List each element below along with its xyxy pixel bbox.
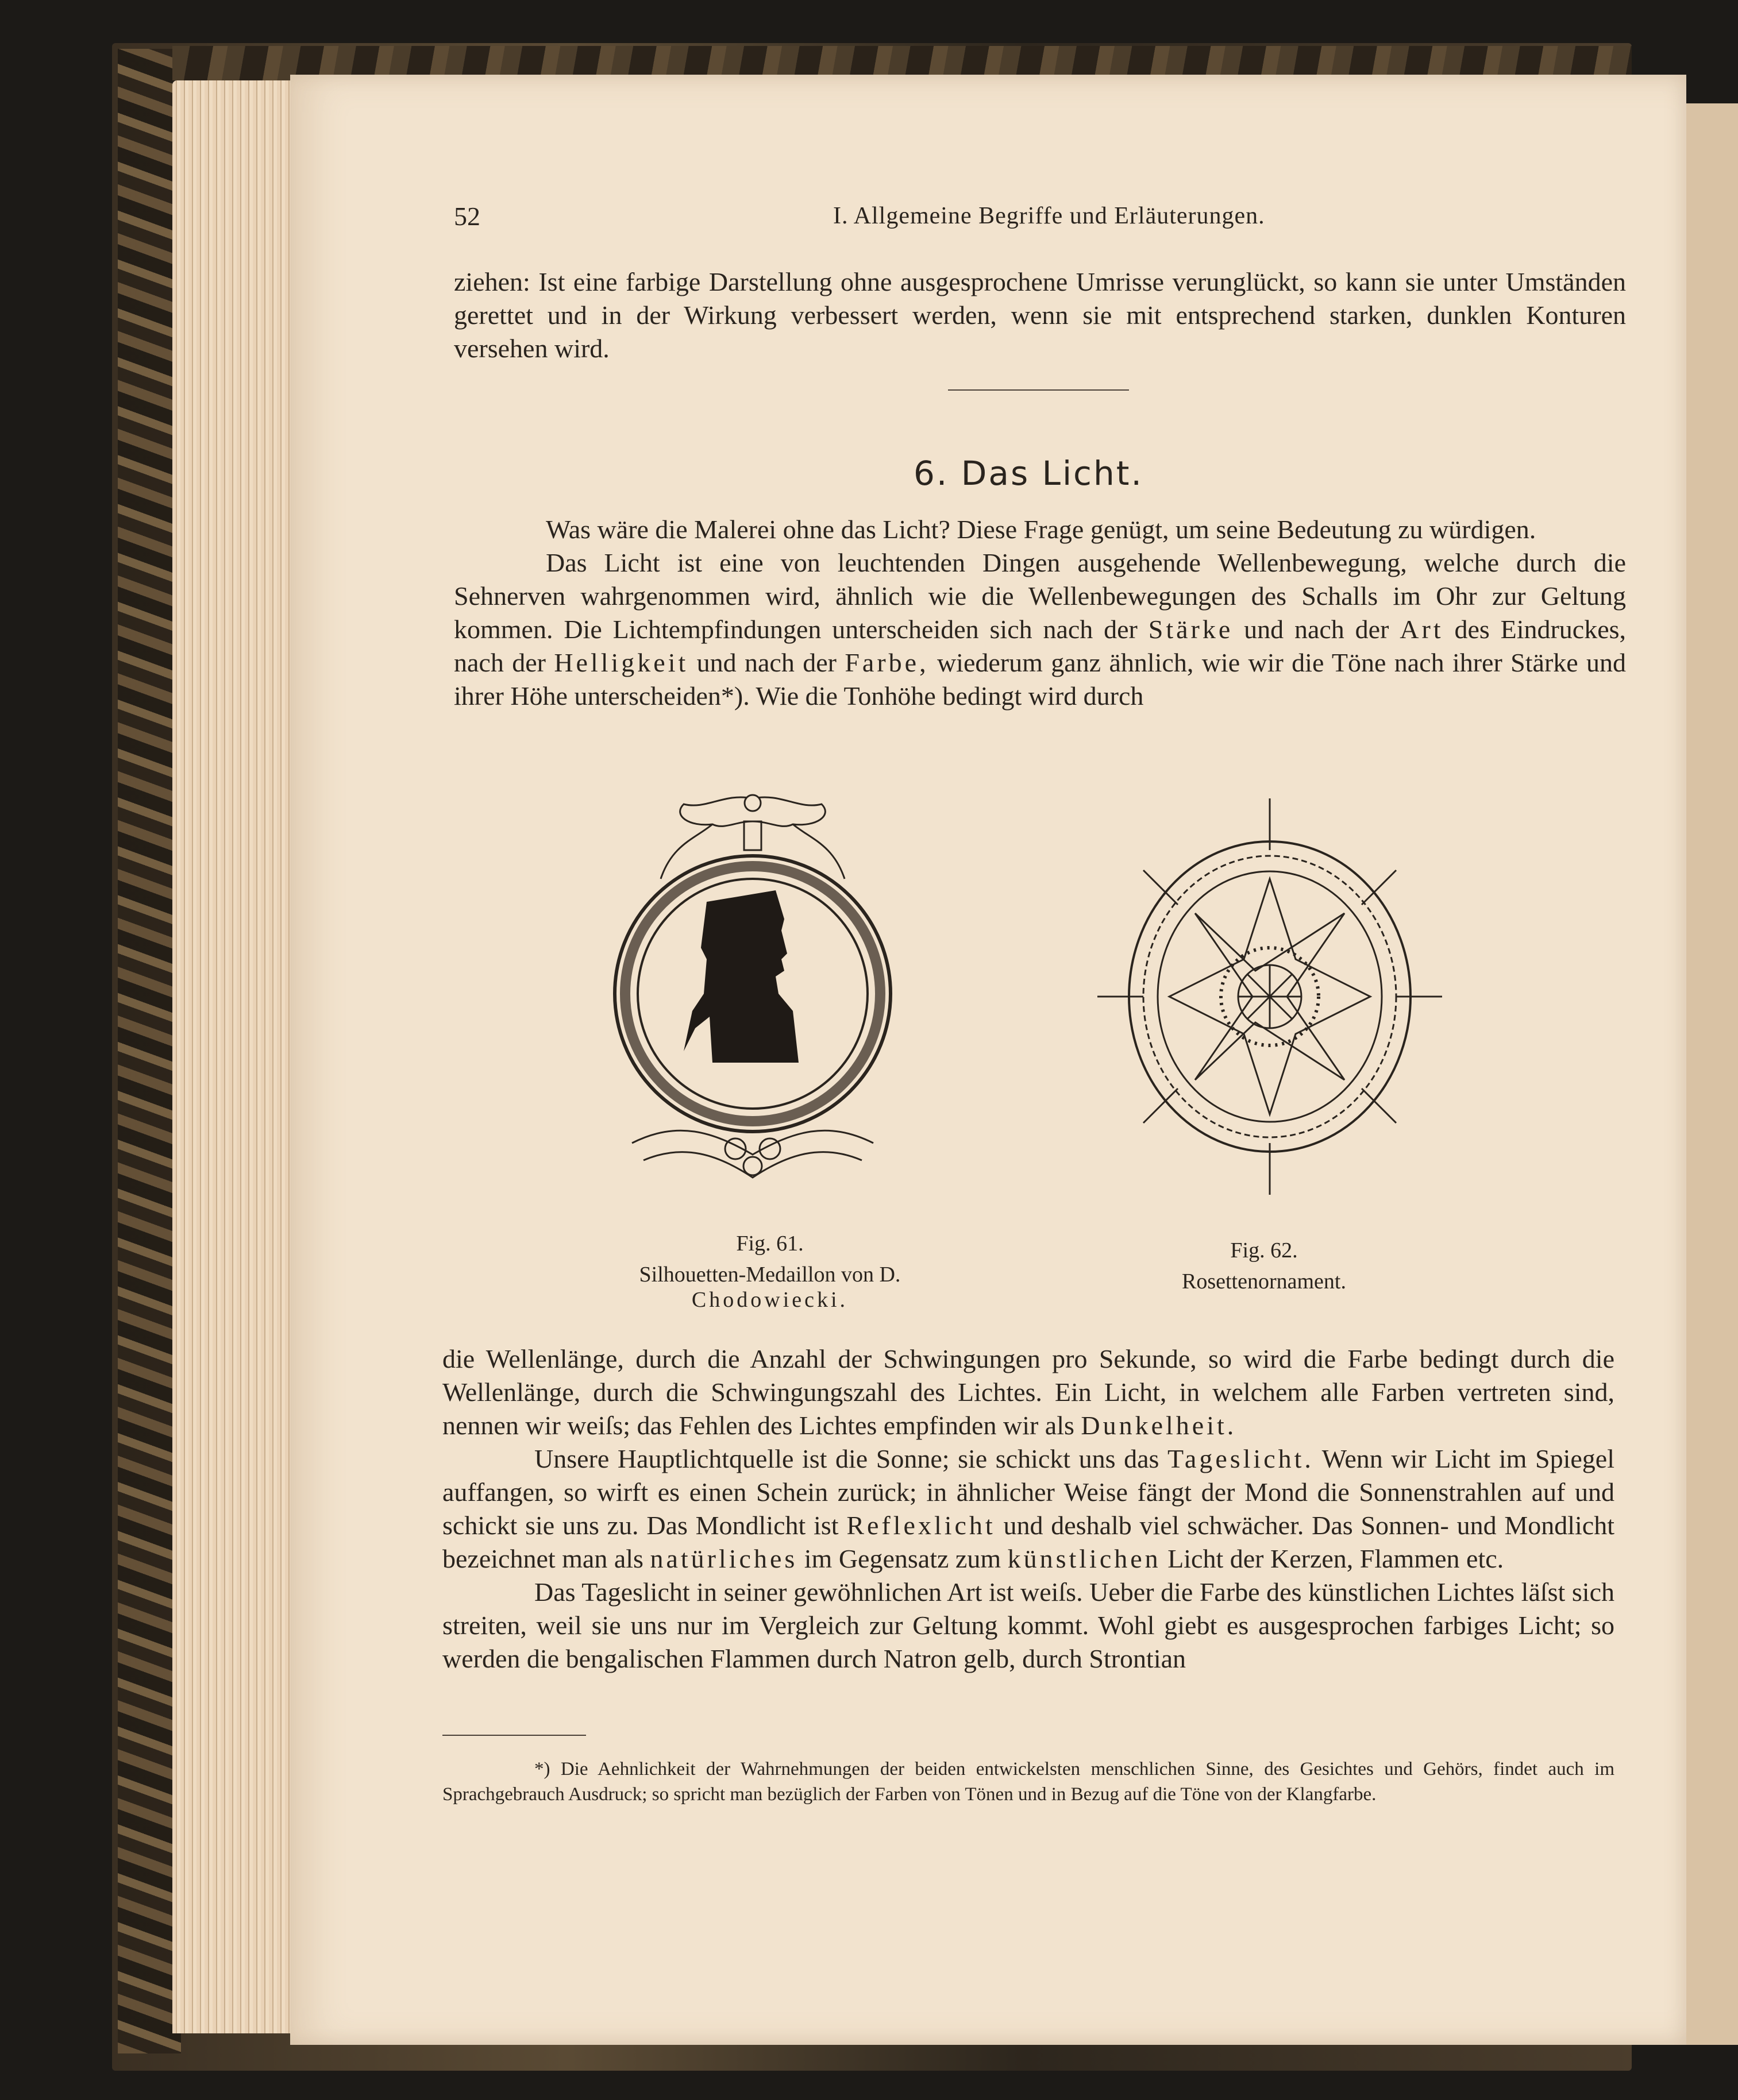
p4-text-g: im Gegensatz zum [804, 1544, 1001, 1573]
p2-spaced-art: Art [1400, 615, 1444, 644]
footnote-text: *) Die Aehnlichkeit der Wahrnehmungen der beiden entwickelsten menschlichen Sinne, des Gesichtes und Gehörs, findet auch im Sprachgebrauch Ausdruck; so spricht man bezüglich der Farben von Tönen und in Bezug auf die Töne von der Klangfarbe. [442, 1759, 1614, 1805]
header-title: I. Allgemeine Begriffe und Erläuterungen. [833, 203, 1265, 229]
p2-text-a: Das Licht ist eine von leuchtenden Dingen ausgehende Wellenbewegung, welche durch die Sehnerven wahrgenommen wird, ähnlich wie die Wellenbewegungen des Schalls im Ohr zur Geltung kommen. Die Lichtempfindungen unterscheiden sich nach der [454, 548, 1626, 644]
silhouette-profile [684, 890, 799, 1063]
p2-spaced-helligkeit: Helligkeit [554, 648, 689, 677]
paragraph-4 [442, 1442, 1614, 1576]
fig62-caption [1138, 1238, 1390, 1294]
p3-spaced-dunkelheit: Dunkelheit. [1081, 1411, 1237, 1440]
marbled-cover-edge [118, 49, 181, 2053]
p3-text: die Wellenlänge, durch die Anzahl der Schwingungen pro Sekunde, so wird die Farbe bedingt durch die Wellenlänge, durch die Schwingungszahl des Lichtes. Ein Licht, in welchem alle Farben vertreten sind, nennen wir weiſs; das Fehlen des Lichtes empfinden wir als [442, 1344, 1614, 1440]
text-block-before-figures [454, 513, 1626, 713]
page-number: 52 [454, 202, 480, 231]
p2-text-g: und nach der [696, 648, 837, 677]
footnote [442, 1757, 1614, 1807]
fig61-caption-text: Silhouetten-Medaillon von D. [639, 1263, 901, 1287]
page-edges [172, 80, 299, 2033]
fig61-caption [529, 1231, 1011, 1312]
flower-center [743, 1157, 762, 1175]
p2-text-i: wiederum ganz ähnlich, wie wir die Töne nach ihrer Stärke und ihrer Höhe unterscheiden*). Wie die Tonhöhe bedingt wird durch [454, 648, 1627, 711]
paragraph-1: Was wäre die Malerei ohne das Licht? Diese Frage genügt, um seine Bedeutung zu würdigen. [546, 515, 1536, 544]
p4-text-a: Unsere Hauptlichtquelle ist die Sonne; sie schickt uns das [534, 1444, 1159, 1473]
paragraph-2 [454, 546, 1626, 713]
book-page [290, 75, 1686, 2045]
text-block-after-figures [442, 1342, 1614, 1676]
fig61-number: Fig. 61. [736, 1232, 804, 1256]
p4-spaced-kuenstlichen: künstlichen [1007, 1544, 1161, 1573]
p2-text-c: und nach der [1244, 615, 1389, 644]
p4-text-e: und deshalb viel schwächer. Das Sonnen- und Mondlicht bezeichnet man als [442, 1511, 1615, 1573]
p4-spaced-tageslicht: Tageslicht. [1167, 1444, 1314, 1473]
p4-spaced-natuerliches: natürliches [650, 1544, 798, 1573]
laurel-branches [632, 1130, 873, 1155]
running-head [454, 201, 1626, 236]
next-page-edge [1683, 103, 1738, 2045]
p4-text-c: Wenn wir Licht im Spiegel auffangen, so wirft es einen Schein zurück; in ähnlicher Weise fängt der Mond die Sonnenstrahlen auf und schickt sie uns zu. Das Mondlicht ist [442, 1444, 1615, 1540]
paragraph-5: Das Tageslicht in seiner gewöhnlichen Art ist weiſs. Ueber die Farbe des künstlichen Lichtes läſst sich streiten, weil sie uns nur im Vergleich zur Geltung kommt. Wohl giebt es ausgesprochen farbiges Licht; so werden die bengalischen Flammen durch Natron gelb, durch Strontian [442, 1577, 1614, 1673]
p2-text-e: des Eindruckes, nach der [454, 615, 1627, 677]
section-divider [948, 389, 1129, 391]
silhouette-medallion-figure [609, 787, 896, 1212]
rosette-ornament-figure [1080, 787, 1459, 1206]
paragraph-3 [442, 1342, 1614, 1442]
fig62-number: Fig. 62. [1230, 1238, 1298, 1263]
bow-knot [745, 795, 761, 811]
laurel-branches-lower [643, 1152, 862, 1178]
footnote-rule [442, 1735, 586, 1736]
p4-text-i: Licht der Kerzen, Flammen etc. [1167, 1544, 1504, 1573]
p2-spaced-farbe: Farbe, [845, 648, 929, 677]
fig61-caption-line [529, 1262, 1011, 1312]
medallion-hanger [744, 821, 761, 850]
intro-paragraph [454, 265, 1626, 365]
rosette-center-petals [1238, 965, 1301, 1028]
intro-text: ziehen: Ist eine farbige Darstellung ohne ausgesprochene Umrisse verunglückt, so kann sie unter Umständen gerettet und in der Wirkung verbessert werden, wenn sie mit entsprechend starken, dunklen Konturen versehen wird. [454, 267, 1626, 363]
fig61-caption-name: Chodowiecki. [691, 1288, 849, 1312]
p2-spaced-staerke: Stärke [1148, 615, 1234, 644]
section-heading: 6. Das Licht. [914, 454, 1143, 493]
fig62-caption-text: Rosettenornament. [1182, 1269, 1346, 1294]
p4-spaced-reflexlicht: Reflexlicht [846, 1511, 996, 1540]
